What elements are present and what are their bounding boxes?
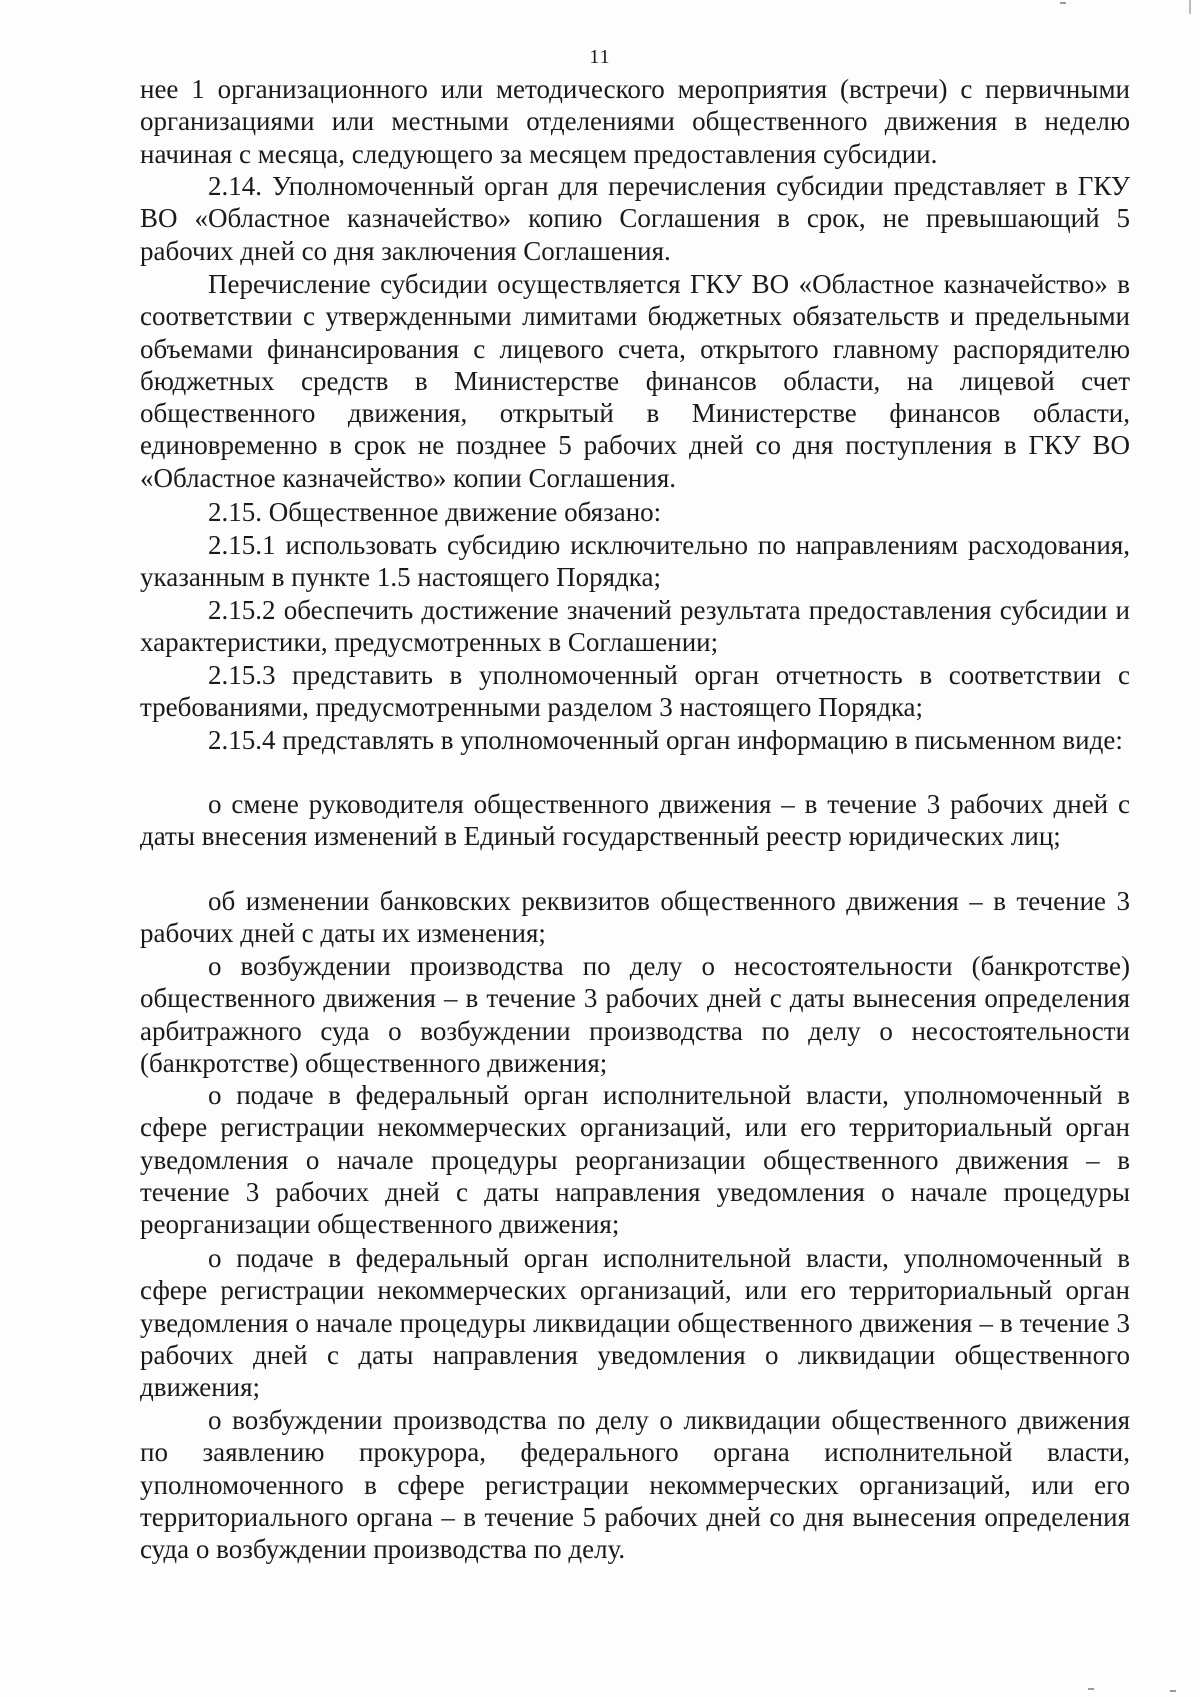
list-item-liquidation-case: о возбуждении производства по делу о ликвидации общественного движения по заявлению прокурора, федерального органа исполнительной власти, уполномоченного в сфере регистрации некоммерческих организаций, или его территориального органа – в течение 5 рабочих дней со дня вынесения определения суда о возбуждении производства по делу.	[140, 1405, 1130, 1565]
scan-artifact	[1170, 1690, 1176, 1692]
paragraph-2-15-2: 2.15.2 обеспечить достижение значений результата предоставления субсидии и характеристики, предусмотренных в Соглашении;	[140, 595, 1130, 658]
list-item-reorganization: о подаче в федеральный орган исполнительной власти, уполномоченный в сфере регистрации некоммерческих организаций, или его территориальный орган уведомления о начале процедуры реорганизации общественного движения – в течение 3 рабочих дней с даты направления уведомления о начале процедуры реорганизации общественного движения;	[140, 1080, 1130, 1240]
paragraph-2-15-4: 2.15.4 представлять в уполномоченный орган информацию в письменном виде:	[208, 725, 1123, 755]
list-item-head-change: о смене руководителя общественного движения – в течение 3 рабочих дней с даты внесения изменений в Единый государственный реестр юридических лиц;	[140, 789, 1130, 852]
list-item-bank-details: об изменении банковских реквизитов общественного движения – в течение 3 рабочих дней с даты их изменения;	[140, 886, 1130, 949]
paragraph-continuation: нее 1 организационного или методического мероприятия (встречи) с первичными организациями или местными отделениями общественного движения в неделю начиная с месяца, следующего за месяцем предоставления субсидии.	[140, 74, 1130, 169]
scan-artifact	[1088, 1688, 1094, 1690]
list-item-bankruptcy: о возбуждении производства по делу о несостоятельности (банкротстве) общественного движения – в течение 3 рабочих дней с даты вынесения определения арбитражного суда о возбуждении производства по делу о несостоятельности (банкротстве) общественного движения;	[140, 951, 1130, 1078]
scan-artifact	[1060, 2, 1066, 4]
list-item-liquidation-notice: о подаче в федеральный орган исполнительной власти, уполномоченный в сфере регистрации некоммерческих организаций, или его территориальный орган уведомления о начале процедуры ликвидации общественного движения – в течение 3 рабочих дней с даты направления уведомления о ликвидации общественного движения;	[140, 1243, 1130, 1403]
paragraph-2-15: 2.15. Общественное движение обязано:	[208, 497, 662, 527]
paragraph-2-15-1: 2.15.1 использовать субсидию исключительно по направлениям расходования, указанным в пункте 1.5 настоящего Порядка;	[140, 530, 1130, 593]
paragraph-2-15-3: 2.15.3 представить в уполномоченный орган отчетность в соответствии с требованиями, предусмотренными разделом 3 настоящего Порядка;	[140, 660, 1130, 723]
paragraph-2-14: 2.14. Уполномоченный орган для перечисления субсидии представляет в ГКУ ВО «Областное казначейство» копию Соглашения в срок, не превышающий 5 рабочих дней со дня заключения Соглашения.	[140, 171, 1130, 266]
scan-artifact	[1189, 0, 1191, 14]
paragraph-transfer: Перечисление субсидии осуществляется ГКУ ВО «Областное казначейство» в соответствии с утвержденными лимитами бюджетных обязательств и предельными объемами финансирования с лицевого счета, открытого главному распорядителю бюджетных средств в Министерстве финансов области, на лицевой счет общественного движения, открытый в Министерстве финансов области, единовременно в срок не позднее 5 рабочих дней со дня поступления в ГКУ ВО «Областное казначейство» копии Соглашения.	[140, 269, 1130, 493]
page-number: 11	[589, 46, 611, 68]
